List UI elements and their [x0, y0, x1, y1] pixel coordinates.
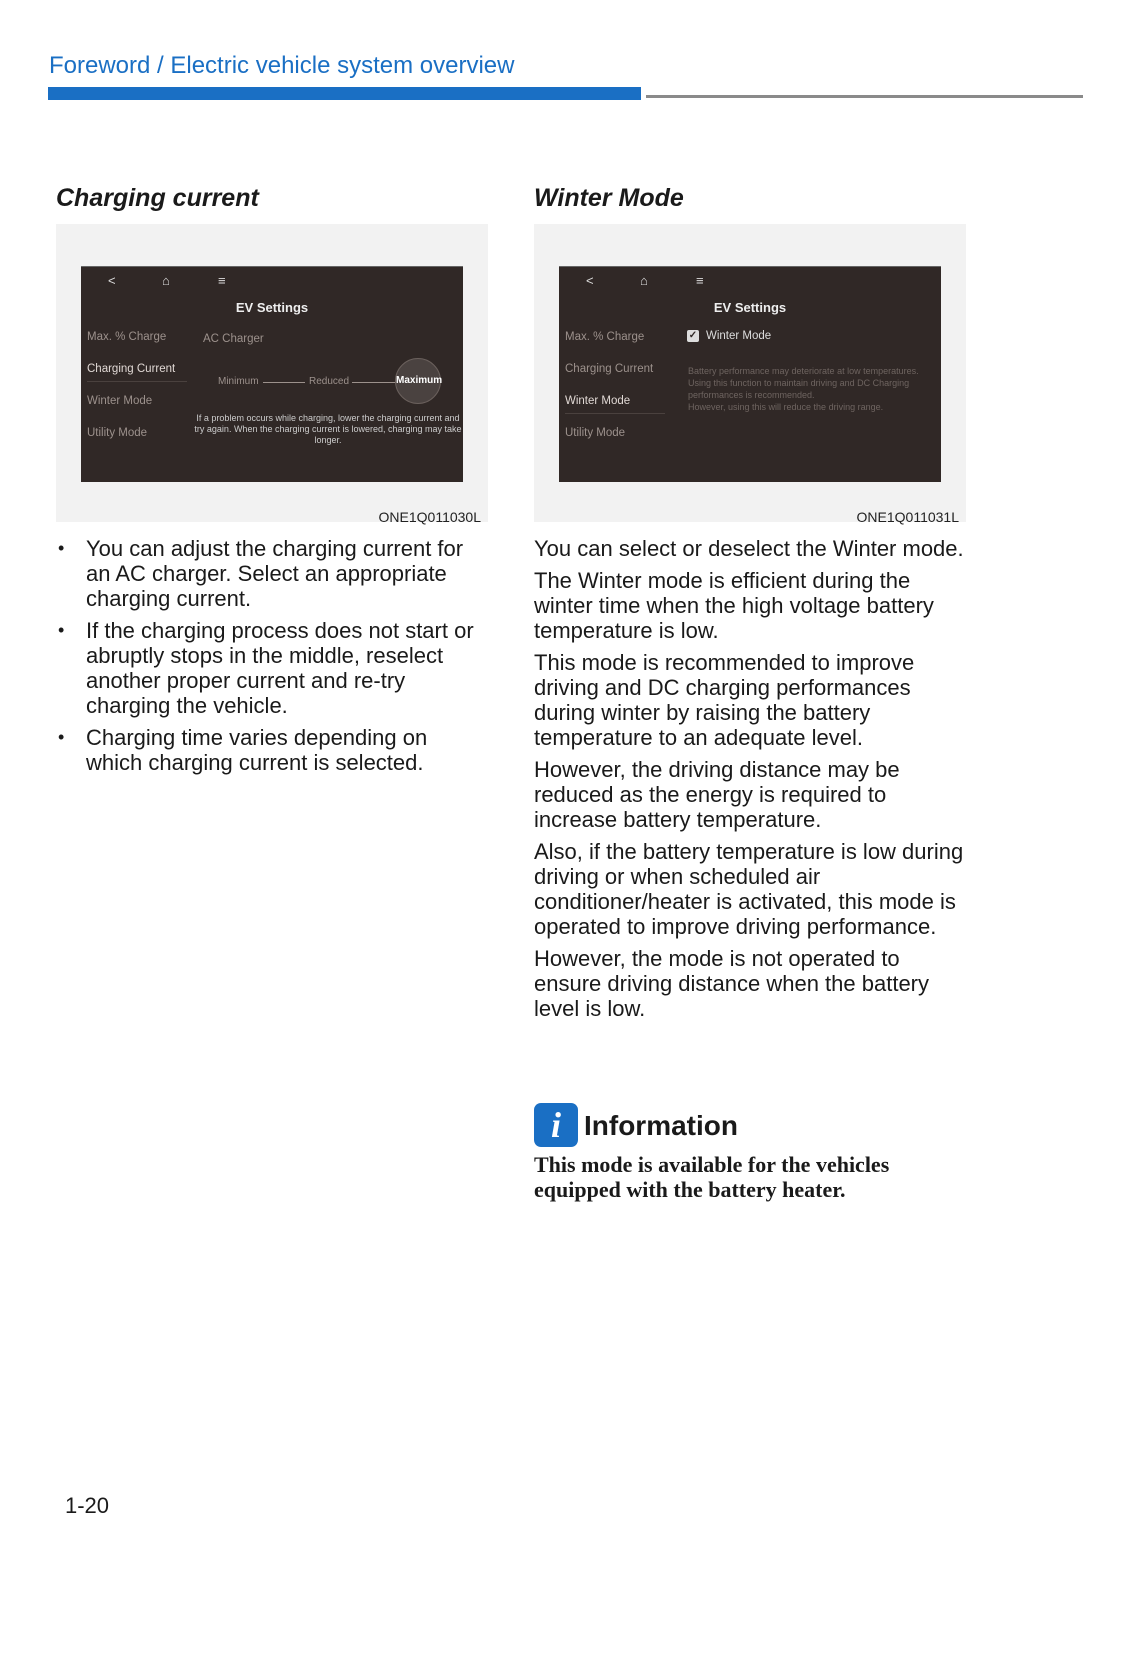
ev-settings-screen	[81, 266, 463, 482]
option-minimum: Minimum	[218, 376, 259, 387]
menu-item: Max. % Charge	[565, 331, 645, 343]
menu-underline	[565, 413, 665, 414]
charging-current-figure	[56, 224, 488, 525]
back-icon: <	[108, 273, 116, 288]
charging-current-bullets	[56, 536, 476, 782]
bullet-item: • If the charging process does not start or abruptly stops in the middle, reselect another proper current and re-try charging the vehicle.	[56, 618, 476, 718]
winter-mode-figure	[534, 224, 966, 525]
slider-line	[263, 382, 305, 383]
checkbox-label: Winter Mode	[706, 330, 772, 342]
information-title: Information	[584, 1110, 738, 1141]
note-line: Battery performance may deteriorate at low temperatures.	[688, 366, 919, 376]
bullet-item: • Charging time varies depending on which charging current is selected.	[56, 725, 476, 775]
menu-icon: ≡	[696, 273, 704, 288]
section-label: AC Charger	[203, 333, 264, 345]
menu-item: Winter Mode	[87, 395, 153, 407]
checkbox-checked-icon: ✓	[688, 330, 698, 341]
home-icon: ⌂	[640, 273, 648, 288]
header-bar	[48, 87, 641, 100]
paragraph: Also, if the battery temperature is low during driving or when scheduled air conditioner/heater is activated, this mode is operated to improve driving performance.	[534, 839, 964, 939]
option-reduced: Reduced	[309, 376, 350, 387]
option-maximum: Maximum	[395, 358, 441, 404]
menu-icon: ≡	[218, 273, 226, 288]
paragraph: However, the mode is not operated to ensure driving distance when the battery level is low.	[534, 946, 930, 1021]
menu-item: Winter Mode	[565, 395, 631, 407]
menu-item: Utility Mode	[87, 427, 148, 439]
bullet-item: • You can adjust the charging current for an AC charger. Select an appropriate charging current.	[56, 536, 476, 611]
menu-item: Max. % Charge	[87, 331, 167, 343]
section-heading-charging-current: Charging current	[56, 184, 259, 212]
figure-caption: ONE1Q011031L	[856, 509, 959, 525]
screen-note: If a problem occurs while charging, lower the charging current and try again. When the charging current is lowered, charging may take longer.	[194, 413, 462, 445]
paragraph: The Winter mode is efficient during the winter time when the high voltage battery temperature is low.	[534, 568, 934, 643]
paragraph: However, the driving distance may be reduced as the energy is required to increase battery temperature.	[534, 757, 900, 832]
menu-item: Charging Current	[87, 363, 176, 375]
screen-title: EV Settings	[713, 300, 787, 315]
section-heading-winter-mode: Winter Mode	[534, 184, 684, 212]
information-icon: i	[534, 1103, 578, 1147]
menu-item: Charging Current	[565, 363, 654, 375]
screen-note	[688, 365, 933, 413]
winter-mode-text	[534, 536, 969, 1028]
menu-item: Utility Mode	[565, 427, 626, 439]
note-line: Using this function to maintain driving and DC Charging performances is recommended.	[688, 378, 910, 400]
slider-line	[352, 382, 397, 383]
paragraph: This mode is recommended to improve driving and DC charging performances during winter by raising the battery temperature to an adequate level.	[534, 650, 915, 750]
home-icon: ⌂	[162, 273, 170, 288]
figure-caption: ONE1Q011030L	[378, 509, 481, 525]
menu-underline	[87, 381, 187, 382]
header-divider	[646, 95, 1083, 98]
screen-title: EV Settings	[235, 300, 309, 315]
paragraph: You can select or deselect the Winter mode.	[534, 536, 964, 561]
breadcrumb: Foreword / Electric vehicle system overview	[49, 52, 515, 79]
page-number: 1-20	[65, 1493, 110, 1518]
back-icon: <	[586, 273, 594, 288]
ev-settings-screen	[559, 266, 941, 482]
information-text: This mode is available for the vehicles equipped with the battery heater.	[534, 1152, 890, 1202]
note-line: However, using this will reduce the driving range.	[688, 402, 884, 412]
